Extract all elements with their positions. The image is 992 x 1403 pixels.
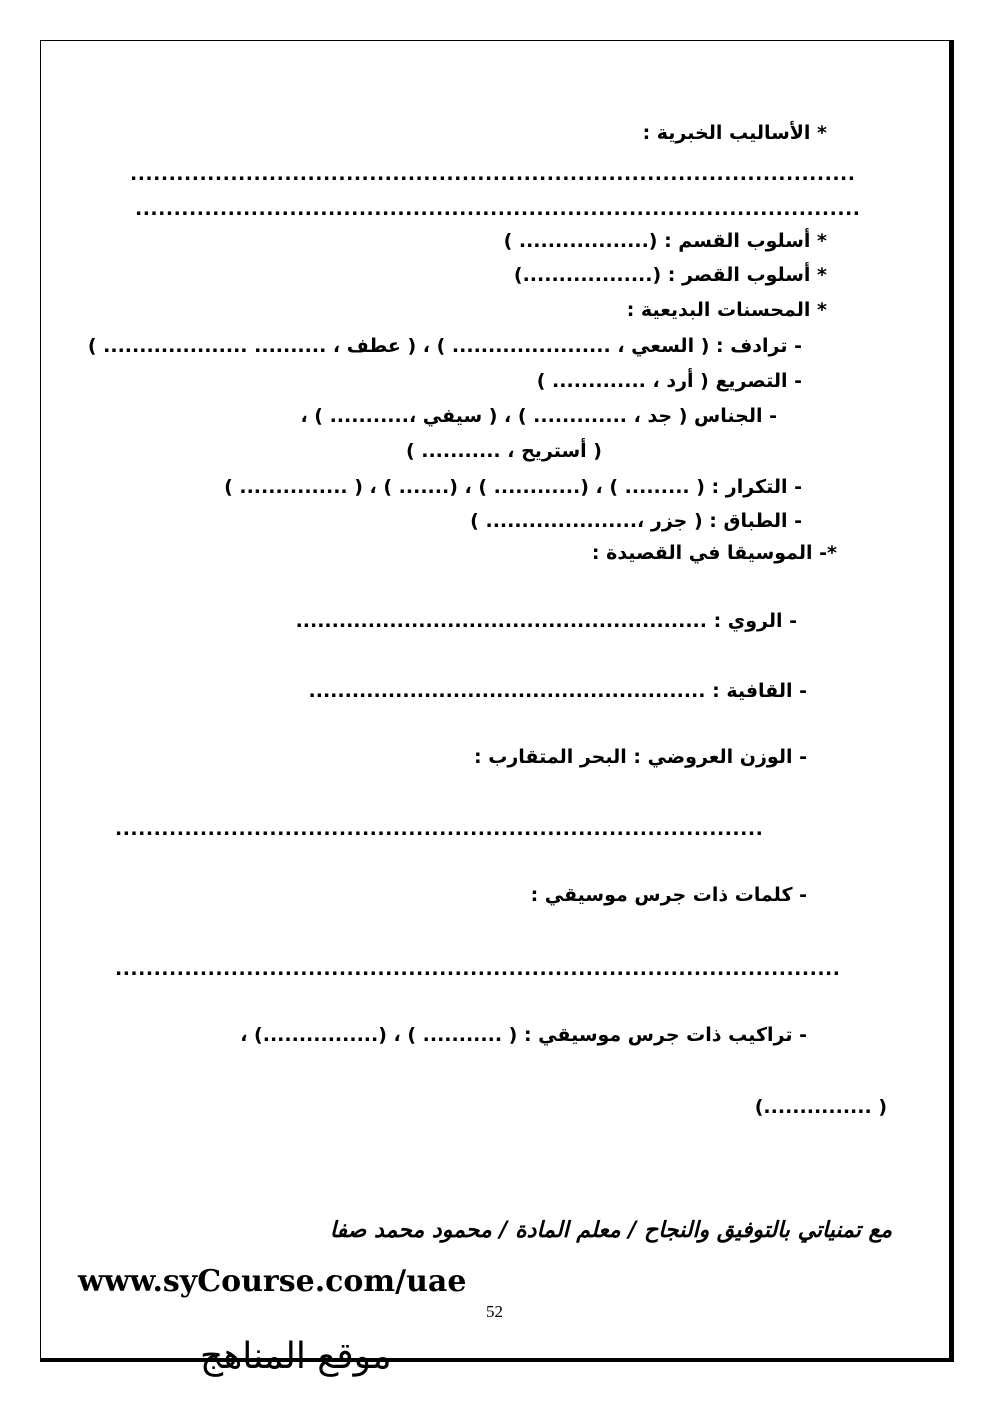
jinas-line: - الجناس ( جد ، ............. ) ، ( سيفي ،........... ) ، [300, 405, 777, 427]
music-heading: *- الموسيقا في القصيدة : [591, 542, 837, 564]
musical-words-line: - كلمات ذات جرس موسيقي : [530, 884, 807, 906]
answer-line: .............................................................................................. [135, 198, 861, 220]
antithesis-line: - الطباق : ( جزر ،..................... ) [470, 510, 802, 532]
teacher-wishes: مع تمنياتي بالتوفيق والنجاح / معلم المادة / محمود محمد صفا [329, 1218, 892, 1243]
rhetorical-embellishments-heading: * المحسنات البديعية : [626, 299, 827, 321]
answer-line: .................................................................................... [115, 818, 764, 840]
repetition-line: - التكرار : ( ......... ) ، (............ ) ، (....... ) ، ( ............... ) [224, 476, 802, 498]
qafiya-line: - القافية : ....................................................... [308, 680, 807, 702]
answer-line: .............................................................................................. [115, 958, 841, 980]
page-frame-shadow-right [950, 40, 954, 1362]
oath-style-line: * أسلوب القسم : (.................. ) [503, 230, 827, 252]
site-url: www.syCourse.com/uae [78, 1264, 467, 1299]
page-number: 52 [486, 1302, 503, 1321]
tasreea-line: - التصريع ( أرد ، ............. ) [536, 370, 802, 392]
musical-phrases-line: - تراكيب ذات جرس موسيقي : ( ........... ) ، (................) ، [240, 1024, 807, 1046]
page-frame-shadow-bottom [40, 1358, 954, 1362]
heading-khabari-styles: * الأساليب الخبرية : [642, 122, 827, 144]
musical-phrases-continued: (............... ) [754, 1096, 887, 1118]
answer-line: .............................................................................................. [130, 163, 856, 185]
jinas-continued-line: ( أستريح ، ........... ) [405, 440, 602, 462]
synonym-line: - ترادف : ( السعي ، ...................... ) ، ( عطف ، .......... .................... ) [87, 335, 802, 357]
rawi-line: - الروي : ......................................................... [295, 610, 797, 632]
meter-line: - الوزن العروضي : البحر المتقارب : [474, 746, 807, 768]
restriction-style-line: * أسلوب القصر : (..................) [513, 264, 827, 286]
watermark-text: موقع المناهج [200, 1336, 392, 1377]
